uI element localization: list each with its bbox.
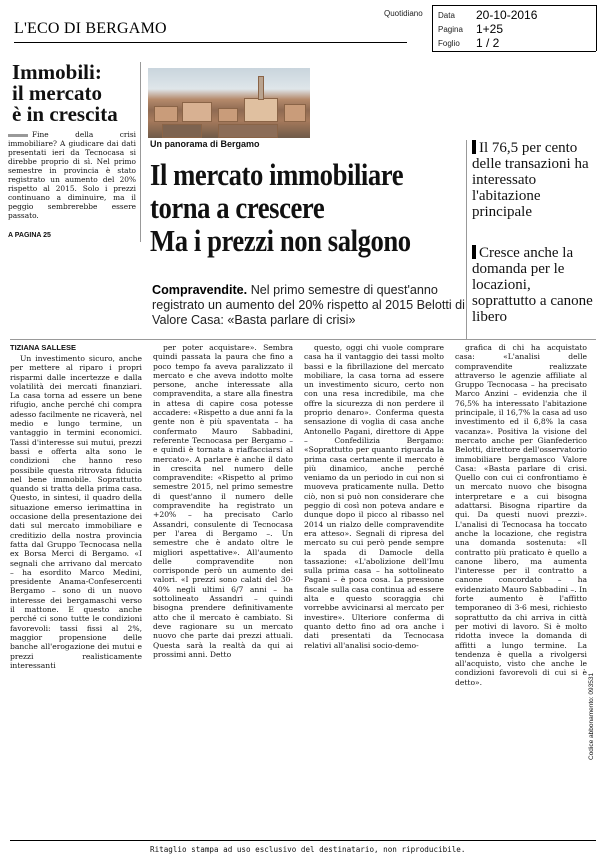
footer-notice: Ritaglio stampa ad uso esclusivo del destinatario, non riproducibile. bbox=[150, 845, 466, 854]
meta-page-value: 1+25 bbox=[476, 22, 504, 36]
meta-date-value: 20-10-2016 bbox=[476, 8, 538, 22]
teaser-title-line: Immobili: bbox=[12, 60, 102, 84]
headline-line: Il mercato immobiliare bbox=[150, 157, 404, 192]
article-column-1 bbox=[10, 354, 142, 834]
bullet-bar-icon bbox=[472, 140, 476, 154]
article-column-2 bbox=[153, 343, 293, 833]
subhead-lead: Compravendite. bbox=[152, 283, 248, 297]
article-column-3 bbox=[304, 343, 444, 833]
photo-caption: Un panorama di Bergamo bbox=[150, 139, 260, 149]
teaser-title-line: è in crescita bbox=[12, 102, 118, 126]
subhead-text: Nel primo semestre di quest'anno registrato un aumento del 20% rispetto al 2015 Belotti di Valore Casa: «Basta parlare di crisi» bbox=[152, 283, 465, 327]
main-headline bbox=[150, 158, 425, 257]
column-text: grafica di chi ha acquistato casa: «L'analisi delle compravendite realizzate attraverso le agenzie affiliate al Gruppo Tecnocasa – ha precisato Marco Anzini – evidenzia che il 76,5% ha interessato l'abitazione principale, il 16,7% la casa ad uso investimento ed il 6,8% la casa vacanza». Positiva la visione del mercato anche per Gianfederico Belotti, direttore dell'osservatorio immobiliare bergamasco Valore Casa: «Basta parlare di crisi. Quello con cui ci confrontiamo è un mercato nuovo che bisogna interpretare e a cui bisogna adattarsi. Bisogna ripartire da qui. Da questi nuovi prezzi». L'analisi di Tecnocasa ha toccato anche la locazione, che registra una domanda sostenuta: «Il contratto più praticato è quello a canone libero, ma aumenta l'interesse per il contratto a canone concordato – ha evidenziato Mauro Sabbadini –. In forte aumento è l'affitto temporaneo di 3-6 mesi, richiesto soprattutto da chi arriva in città per motivi di lavoro. Si è molto ridotta invece la domanda di affitti a lungo termine. La tendenza è quella a rivolgersi all'acquisto, visto che anche le condizioni favorevoli di cui si è detto». bbox=[455, 343, 587, 687]
meta-sheet-value: 1 / 2 bbox=[476, 36, 500, 50]
headline-line: Ma i prezzi non salgono bbox=[150, 223, 411, 258]
city-panorama-photo bbox=[148, 68, 310, 138]
article-column-4 bbox=[455, 343, 587, 833]
column-text: per poter acquistare». Sembra quindi passata la paura che fino a poco tempo fa aveva paralizzato il mercato e che aveva indotto molte persone, anche interessate alla compravendita, a stare alla finestra in attesa di capire cosa potesse accadere: «Rispetto a due anni fa la gente non è più spaventata – ha confermato Mauro Sabbadini, referente Tecnocasa per Bergamo – e quindi è tornata a riaffacciarsi al mercato». A parlare è anche il dato in crescita nel numero delle compravendite: «Rispetto al primo semestre 2015, nel primo semestre di quest'anno il numero delle compravendite ha registrato un +20% – ha precisato Carlo Assandri, consulente di Tecnocasa per l'area di Bergamo –. Un semestre che è andato oltre le migliori aspettative». All'aumento delle compravendite non corrisponde però un aumento dei valori. «I prezzi sono calati del 30-40% negli ultimi 6/7 anni – ha sottolineato Assandri – quindi bisogna prendere definitivamente atto che il mercato è cambiato. Si deve ragionare su un mercato nuovo che parte dai prezzi attuali. Questa sarà la realtà da qui ai prossimi anni. Detto bbox=[153, 343, 293, 659]
column-text: Un investimento sicuro, anche per mettere al riparo i propri risparmi dalle incertezze e dalla volatilità dei mercati finanziari. La casa torna ad essere un bene rifugio, anche perché chi compra adesso facilmente ne ricaverà, nel medio e lungo termine, un vantaggio in termini economici. Tassi d'interesse sui mutui, prezzi bassi e offerta alta sono le condizioni che hanno reso possibile questa ritrovata fiducia nel bene immobile. Soprattutto quando si tratta della prima casa. Questo, in sintesi, il quadro della situazione emerso ierimattina in occasione della presentazione dei dati sul mercato immobiliare e creditizio della nostra provincia fatta dal Gruppo Tecnocasa nella ex Borsa Merci di Bergamo. «I segnali che arrivano dal mercato – ha esordito Marco Medini, presidente Anama-Confesercenti Bergamo – sono di un nuovo interesse dei bergamaschi verso il mattone. E questo anche perché ci sono tutte le condizioni favorevoli: tassi fissi al 2%, maggior propensione delle banche all'erogazione dei mutui e prezzi realisticamente interessanti bbox=[10, 354, 142, 670]
teaser-text-block bbox=[8, 130, 136, 220]
meta-date-label: Data bbox=[438, 11, 455, 20]
teaser-page-ref: A PAGINA 25 bbox=[8, 232, 51, 239]
bullet-bar-icon bbox=[472, 245, 476, 259]
subhead bbox=[152, 283, 472, 328]
side-item-1: Il 76,5 per cento delle transazioni ha interessato l'abitazione principale bbox=[472, 140, 589, 220]
teaser-title-line: il mercato bbox=[12, 81, 102, 105]
subscription-code: Codice abbonamento: 093531 bbox=[588, 672, 595, 760]
headline-line: torna a crescere bbox=[150, 190, 325, 225]
dash-icon bbox=[8, 134, 28, 137]
meta-sheet-label: Foglio bbox=[438, 39, 460, 48]
byline: TIZIANA SALLESE bbox=[10, 343, 76, 352]
periodicity: Quotidiano bbox=[384, 9, 423, 18]
teaser-title bbox=[12, 62, 137, 125]
meta-page-label: Pagina bbox=[438, 25, 463, 34]
masthead: L'ECO DI BERGAMO bbox=[14, 20, 167, 37]
column-text: questo, oggi chi vuole comprare casa ha il vantaggio dei tassi molto bassi e la fibrillazione del mercato mobiliare, la casa torna ad essere un investimento sicuro, certo non con una resa incredibile, ma che offre la sicurezza di non perdere il proprio denaro». Conferma questa sensazione di voglia di casa anche Antonello Pagani, direttore di Appe – Confedilizia Bergamo: «Soprattutto per quanto riguarda la prima casa certamente il mercato è più dinamico, anche perché veniamo da un periodo in cui non si muoveva praticamente nulla. Detto ciò, non si può non considerare che peggio di così non poteva andare e dunque dopo il picco al ribasso nel 2014 un rialzo delle compravendite era atteso». Segnali di ripresa del mercato su cui però pende sempre la spada di Damocle della tassazione: «L'abolizione dell'Imu sulla prima casa – ha sottolineato Pagani – è poca cosa. La pressione fiscale sulla casa continua ad essere alta e questo scoraggia chi vorrebbe avvicinarsi al mercato per investire». Ulteriore conferma di quanto detto fino ad ora anche i dati presentati da Tecnocasa relativi all'analisi socio-demo- bbox=[304, 343, 444, 650]
teaser-text: Fine della crisi immobiliare? A giudicare dai dati presentati ieri da Tecnocasa si direbbe proprio di sì. Nel primo semestre in provincia è stato registrato un aumento del 20% rispetto al 2015. Solo i prezzi continuano a diminuire, ma il peggio sembrerebbe essere passato. bbox=[8, 130, 136, 220]
side-item-2: Cresce anche la domanda per le locazioni, soprattutto a canone libero bbox=[472, 245, 593, 325]
